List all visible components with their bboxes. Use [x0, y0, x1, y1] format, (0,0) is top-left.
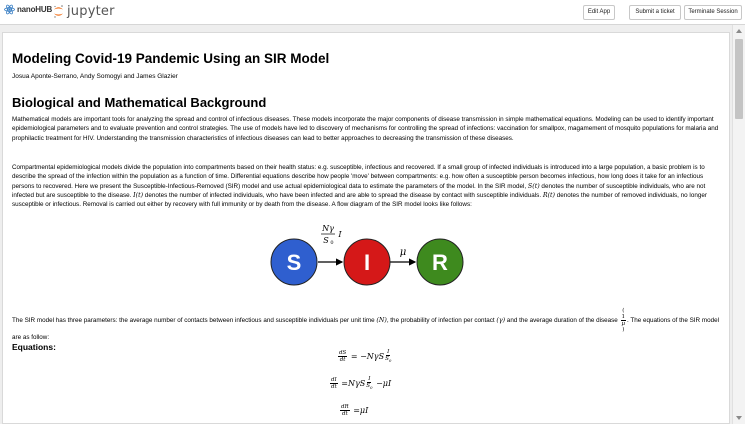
rate-numerator: Nγ: [322, 224, 334, 233]
paragraph-text: The SIR model has three parameters: the average number of contacts between infectious and susceptible individuals per unit time: [12, 317, 377, 325]
nanohub-label: nanoHUB: [17, 5, 53, 14]
rate-factor: I: [338, 230, 342, 239]
paragraph-text: denotes the number of susceptible individuals, who are not infected but are susceptible to the disease.: [12, 182, 706, 199]
paragraph-text: . The equations of the SIR model are as follow:: [12, 317, 719, 341]
authors: Josua Aponte-Serrano, Andy Somogyi and James Glazier: [12, 73, 178, 80]
edit-app-button[interactable]: Edit App: [583, 5, 615, 20]
duration-fraction: ( 1 μ ): [621, 308, 626, 333]
paragraph-compartmental: [12, 163, 724, 209]
section-heading: Biological and Mathematical Background: [12, 95, 267, 110]
rate-denominator: S: [323, 236, 329, 245]
math-symbol: (N): [376, 317, 387, 325]
notebook-content: [2, 32, 730, 424]
paragraph-intro: Mathematical models are important tools for analyzing the spread and control of infectious diseases. These models incorporate the major components of disease transmission in simple mathematical equations. Modeling can be used to identify important epidemiological parameters and to evaluate prevention and control strategies. The use of models have led to discovery of mechanisms for controlling the spread of infections: vaccination for smallpox, magamement of mosquito populations for malaria and prophilactic treatment for HIV. Understanding the transmission characteristics of infectious diseases can lead to better approaches to decreasing the transmission of these diseases.: [12, 116, 719, 142]
terminate-session-button[interactable]: Terminate Session: [684, 5, 742, 20]
recovery-rate-label: μ: [399, 247, 407, 258]
math-symbol: I(t): [133, 191, 144, 199]
paragraph-parameters: [12, 308, 724, 342]
math-symbol: (γ): [496, 317, 506, 325]
equation-ds-dt: $\frac{dS}{dt}$ = − NγS $\frac{I}{S_0}$: [339, 349, 392, 364]
submit-ticket-button[interactable]: Submit a ticket: [629, 5, 681, 20]
notebook-title: Modeling Covid-19 Pandemic Using an SIR Model: [12, 51, 330, 66]
jupyter-label: jupyter: [67, 4, 115, 19]
scroll-up-icon[interactable]: [736, 29, 742, 33]
equations-heading: Equations:: [12, 342, 56, 352]
math-symbol: R(t): [542, 191, 556, 199]
scroll-down-icon[interactable]: [736, 416, 742, 420]
node-r-label: R: [432, 250, 448, 275]
jupyter-icon: [53, 4, 64, 19]
rate-denominator-subscript: 0: [330, 240, 334, 246]
paragraph-text: denotes the number of infected individuals, who have been infected and are able to spread the disease by contact with susceptible individuals.: [143, 191, 543, 199]
node-i-label: I: [363, 250, 371, 275]
nanohub-logo[interactable]: [4, 4, 52, 15]
node-s-label: S: [286, 250, 302, 275]
scrollbar-thumb[interactable]: [735, 39, 743, 119]
paragraph-text: denotes the number of removed individuals, no longer susceptible or infectious. Removal is carried out either by recovery with full immunity or by death from the disease. A flow diagram of the SIR model looks like follows:: [12, 191, 707, 209]
top-bar: [0, 0, 745, 25]
paragraph-text: and the average duration of the disease: [505, 317, 620, 325]
math-symbol: S(t): [527, 182, 540, 190]
nanohub-atom-icon: [4, 4, 15, 15]
paragraph-text: Compartmental epidemiological models divide the population into compartments based on their health status: e.g. susceptible, infectious and recovered. If a small group of infected individuals is introduced into a large population, a basic problem is to describe the spread of the infection within the population as a function of time. Differential equations describe how people 'move' between compartments: e.g. how often a susceptible person becomes infectious, how long does it take for an infectious persons to recovered. Here we present the Susceptible-Infectious-Removed (SIR) model and use actual epidemiological data to estimate the parameters of the model. In the SIR model,: [12, 164, 705, 190]
vertical-scrollbar[interactable]: [732, 25, 745, 424]
sir-flow-diagram: [265, 225, 465, 285]
jupyter-logo[interactable]: [53, 4, 115, 19]
equation-di-dt: $\frac{dI}{dt}$ = NγS $\frac{I}{S_0}$ − μI: [330, 376, 392, 391]
paragraph-text: , the probability of infection per contact: [386, 317, 497, 325]
equation-dr-dt: $\frac{dR}{dt}$ = μI: [341, 404, 369, 417]
